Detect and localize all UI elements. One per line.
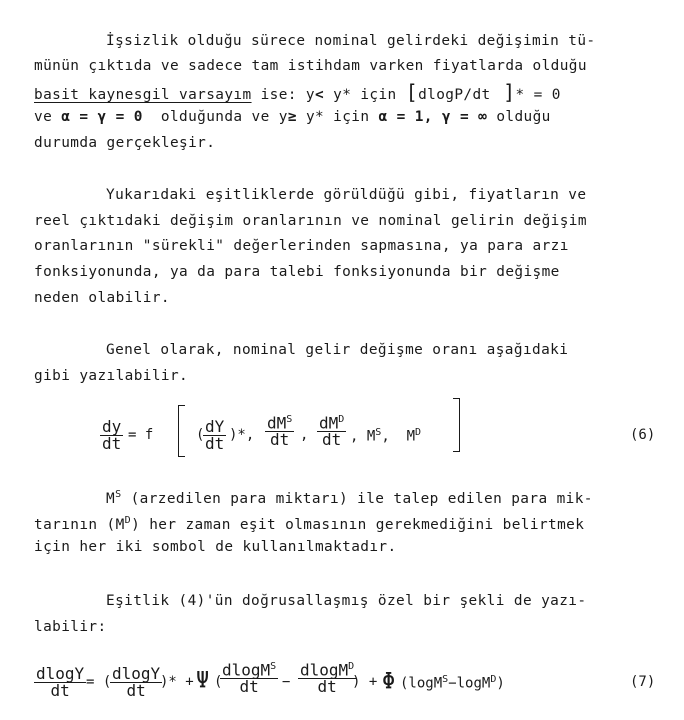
eq6-comma: , (300, 427, 309, 443)
para1-line3-eq: * = 0 (515, 87, 561, 103)
eq7-minus: − (282, 674, 291, 690)
eq7-term1-post: )* + (160, 674, 194, 690)
eq6-tail-sup1: S (375, 427, 382, 438)
eq6-term3 (317, 412, 346, 448)
eq7-number: (7) (630, 674, 656, 690)
eq6-open-paren: ( (196, 427, 205, 443)
para2-line4: fonksiyonunda, ya da para talebi fonksiyonunda bir değişme (34, 264, 560, 280)
eq7-plus: ) + (352, 674, 378, 690)
eq7-term2-sup: S (270, 661, 277, 672)
para4-line3: için her iki sombol de kullanılmaktadır. (34, 539, 397, 555)
eq6-term3-num: dM (319, 413, 339, 433)
eq7-tail-end: ) (496, 675, 505, 692)
para3-line2: gibi yazılabilir. (34, 368, 189, 384)
para4-line2 (34, 512, 584, 534)
eq6-term2-den: dt (270, 430, 290, 450)
phi-symbol: Φ (382, 669, 396, 694)
para1-line2: münün çıktıda ve sadece tam istihdam varken fiyatlarda olduğu (34, 58, 587, 74)
eq6-lhs-fraction (100, 419, 123, 452)
eq7-tail-mid: −logM (448, 675, 491, 692)
para2-line1: Yukarıdaki eşitliklerde görüldüğü gibi, fiyatların ve (106, 187, 587, 203)
eq7-term2-den: dt (239, 677, 259, 697)
para1-line3-text: ise: y (251, 87, 315, 103)
eq7-equals: = ( (86, 674, 112, 690)
eq6-term3-den: dt (322, 430, 342, 450)
para4-line2-a: tarının (M (34, 516, 125, 533)
eq7-open-paren: ( (214, 674, 223, 690)
basit-kaynesgil-varsayim: basit kaynesgil varsayım (34, 87, 252, 103)
less-than-symbol: < (315, 87, 325, 103)
eq6-tail (350, 427, 421, 445)
dlogp-dt: dlogP/dt (418, 87, 491, 103)
eq7-lhs-fraction (34, 666, 86, 699)
eq6-term3-sup: D (338, 414, 345, 425)
eq6-lhs-den: dt (102, 434, 122, 453)
para4-sup-s: S (115, 489, 122, 500)
right-bracket: ] (490, 80, 516, 104)
eq7-term3-den: dt (317, 677, 337, 697)
eq6-tail-mid: , M (381, 428, 416, 445)
eq7-term1 (110, 666, 162, 699)
para1-line1: İşsizlik olduğu sürece nominal gelirdeki değişimin tü- (106, 33, 596, 49)
eq7-tail (400, 674, 505, 692)
para1-line4 (34, 108, 551, 126)
eq7-lhs-num: dlogY (36, 664, 85, 683)
eq6-tail-sup2: D (415, 427, 422, 438)
para1-line4-end: olduğu (487, 109, 551, 125)
alpha-gamma-zero: α = γ = 0 (61, 109, 143, 125)
eq6-left-bracket (178, 405, 185, 457)
eq7-lhs-den: dt (50, 681, 70, 700)
eq6-term1 (203, 419, 226, 452)
para4-m: M (106, 490, 116, 507)
para1-line4-text2: y* için (296, 109, 379, 125)
para2-line2: reel çıktıdaki değişim oranlarının ve nominal gelirin değişim (34, 213, 587, 229)
para1-line4-ve: ve (34, 109, 62, 125)
eq6-term1-num: dY (205, 417, 225, 436)
eq7-tail-sup2: D (490, 674, 497, 685)
eq6-term1-post: )*, (229, 427, 255, 443)
para5-line1: Eşitlik (4)'ün doğrusallaşmış özel bir şekli de yazı- (106, 593, 587, 609)
para4-line2-b: ) her zaman eşit olmasının gerekmediğini belirtmek (131, 516, 585, 533)
eq6-term2-sup: S (286, 414, 293, 425)
geq-symbol: ≥ (287, 109, 297, 125)
para4-line1-text: (arzedilen para miktarı) ile talep edilen para mik- (121, 490, 593, 507)
para3-line1: Genel olarak, nominal gelir değişme oranı aşağıdaki (106, 342, 569, 358)
para1-line5: durumda gerçekleşir. (34, 135, 216, 151)
eq7-term1-num: dlogY (112, 664, 161, 683)
alpha-gamma-inf: α = 1, γ = ∞ (378, 109, 488, 125)
eq6-tail-m: , M (350, 428, 376, 445)
psi-symbol: Ψ (196, 668, 210, 693)
eq6-term2-num: dM (267, 413, 287, 433)
para4-sup-d: D (124, 515, 132, 526)
para2-line3: oranlarının "sürekli" değerlerinden sapmasına, ya para arzı (34, 238, 569, 254)
eq7-term2-num: dlogM (222, 660, 271, 680)
eq6-term2 (265, 412, 294, 448)
para1-line3 (34, 80, 561, 104)
eq6-f: = f (128, 427, 154, 443)
para1-line4-text: olduğunda ve y (142, 109, 288, 125)
eq7-term3 (298, 659, 356, 695)
eq6-right-bracket (453, 398, 460, 452)
eq7-term2 (220, 659, 278, 695)
para2-line5: neden olabilir. (34, 290, 170, 306)
para1-line3-text2: y* için (324, 87, 406, 103)
eq7-term3-num: dlogM (300, 660, 349, 680)
left-bracket: [ (405, 80, 419, 104)
eq7-tail-sup1: S (442, 674, 449, 685)
para5-line2: labilir: (34, 619, 107, 635)
para4-line1 (106, 486, 593, 508)
eq6-lhs-num: dy (102, 417, 122, 436)
eq7-term1-den: dt (126, 681, 146, 700)
eq6-term1-den: dt (205, 434, 225, 453)
eq7-tail-log: (logM (400, 675, 443, 692)
eq7-term3-sup: D (348, 661, 355, 672)
eq6-number: (6) (630, 427, 656, 443)
